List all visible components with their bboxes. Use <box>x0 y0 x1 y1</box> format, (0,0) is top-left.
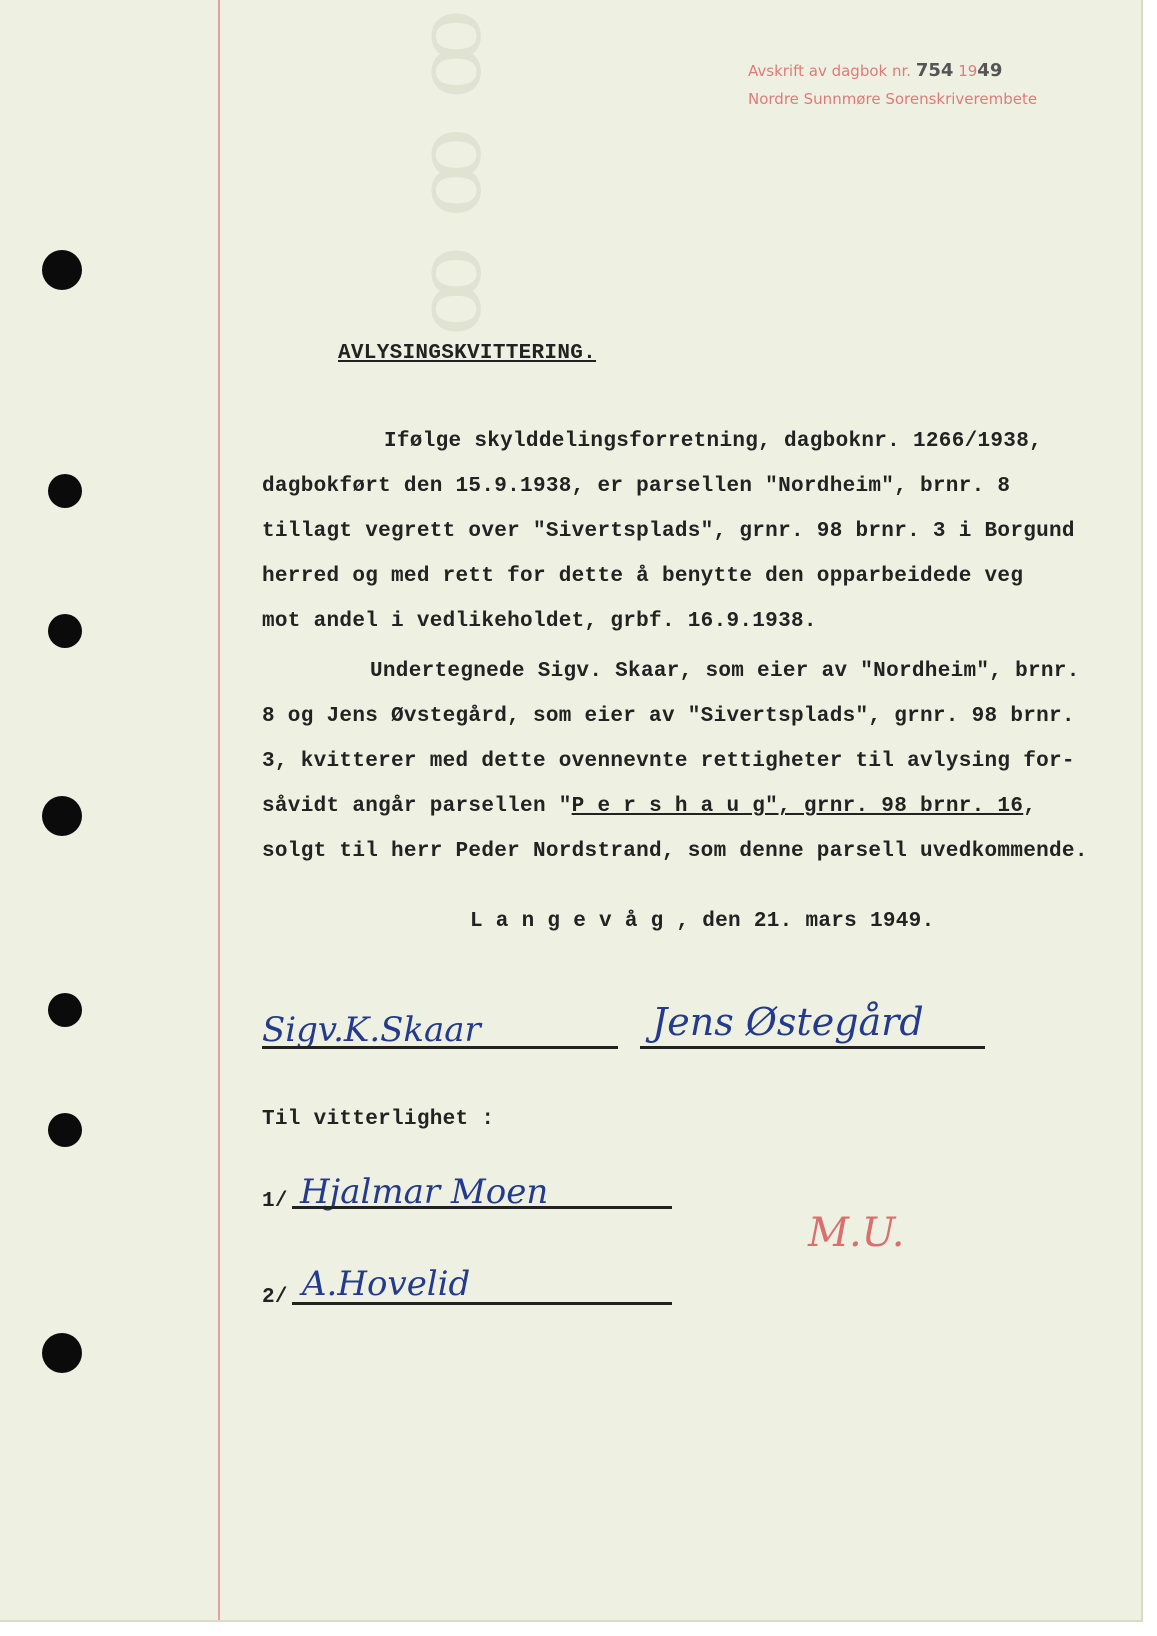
signature-line <box>640 1046 985 1049</box>
signature-line <box>262 1046 618 1049</box>
witness-signature: Hjalmar Moen <box>300 1172 549 1212</box>
parcel-suffix: , <box>1023 795 1037 818</box>
body-line: dagbokført den 15.9.1938, er parsellen "Nordheim", brnr. 8 <box>262 475 1011 498</box>
witness-signature: A.Hovelid <box>302 1264 471 1304</box>
binder-hole <box>42 1333 82 1373</box>
binder-hole <box>42 796 82 836</box>
stamp-year-prefix: 19 <box>958 62 978 80</box>
place-date: L a n g e v å g , den 21. mars 1949. <box>470 910 935 933</box>
parcel-prefix: såvidt angår parsellen " <box>262 795 572 818</box>
body-line: solgt til herr Peder Nordstrand, som denne parsell uvedkommende. <box>262 840 1088 863</box>
stamp-prefix: Avskrift av dagbok nr. <box>748 62 912 80</box>
binder-hole <box>48 993 82 1027</box>
body-line: Ifølge skylddelingsforretning, dagboknr. 1266/1938, <box>384 430 1043 453</box>
stamp-entry-number: 754 <box>915 60 954 81</box>
binder-hole <box>42 250 82 290</box>
journal-stamp-line1 <box>748 60 1002 81</box>
body-line: 8 og Jens Øvstegård, som eier av "Sivertsplads", grnr. 98 brnr. <box>262 705 1075 728</box>
bleed-through-mark: ꝏ ꝏ ꝏ <box>410 9 516 336</box>
body-line: 3, kvitterer med dette ovennevnte rettigheter til avlysing for- <box>262 750 1075 773</box>
binder-hole <box>48 614 82 648</box>
stamp-year-suffix: 49 <box>977 60 1003 81</box>
witness-number: 1/ <box>262 1190 288 1213</box>
body-line: mot andel i vedlikeholdet, grbf. 16.9.1938. <box>262 610 817 633</box>
body-line-parcel <box>262 795 1036 818</box>
parcel-underlined: P e r s h a u g", grnr. 98 brnr. 16 <box>571 795 1024 818</box>
binder-hole <box>48 474 82 508</box>
body-line: herred og med rett for dette å benytte den opparbeidede veg <box>262 565 1024 588</box>
red-initials: M.U. <box>808 1210 905 1256</box>
document-title: AVLYSINGSKVITTERING. <box>338 342 597 365</box>
witness-line <box>292 1302 672 1305</box>
journal-stamp-line2: Nordre Sunnmøre Sorenskriverembete <box>748 90 1038 108</box>
binder-hole <box>48 1113 82 1147</box>
signature-jens-ostegard: Jens Østegård <box>652 1000 924 1044</box>
witness-heading: Til vitterlighet : <box>262 1108 495 1131</box>
signature-sigv-skaar: Sigv.K.Skaar <box>262 1010 481 1050</box>
margin-line <box>218 0 220 1620</box>
body-line: tillagt vegrett over "Sivertsplads", grnr. 98 brnr. 3 i Borgund <box>262 520 1075 543</box>
witness-line <box>292 1206 672 1209</box>
witness-number: 2/ <box>262 1286 288 1309</box>
body-line: Undertegnede Sigv. Skaar, som eier av "Nordheim", brnr. <box>370 660 1080 683</box>
